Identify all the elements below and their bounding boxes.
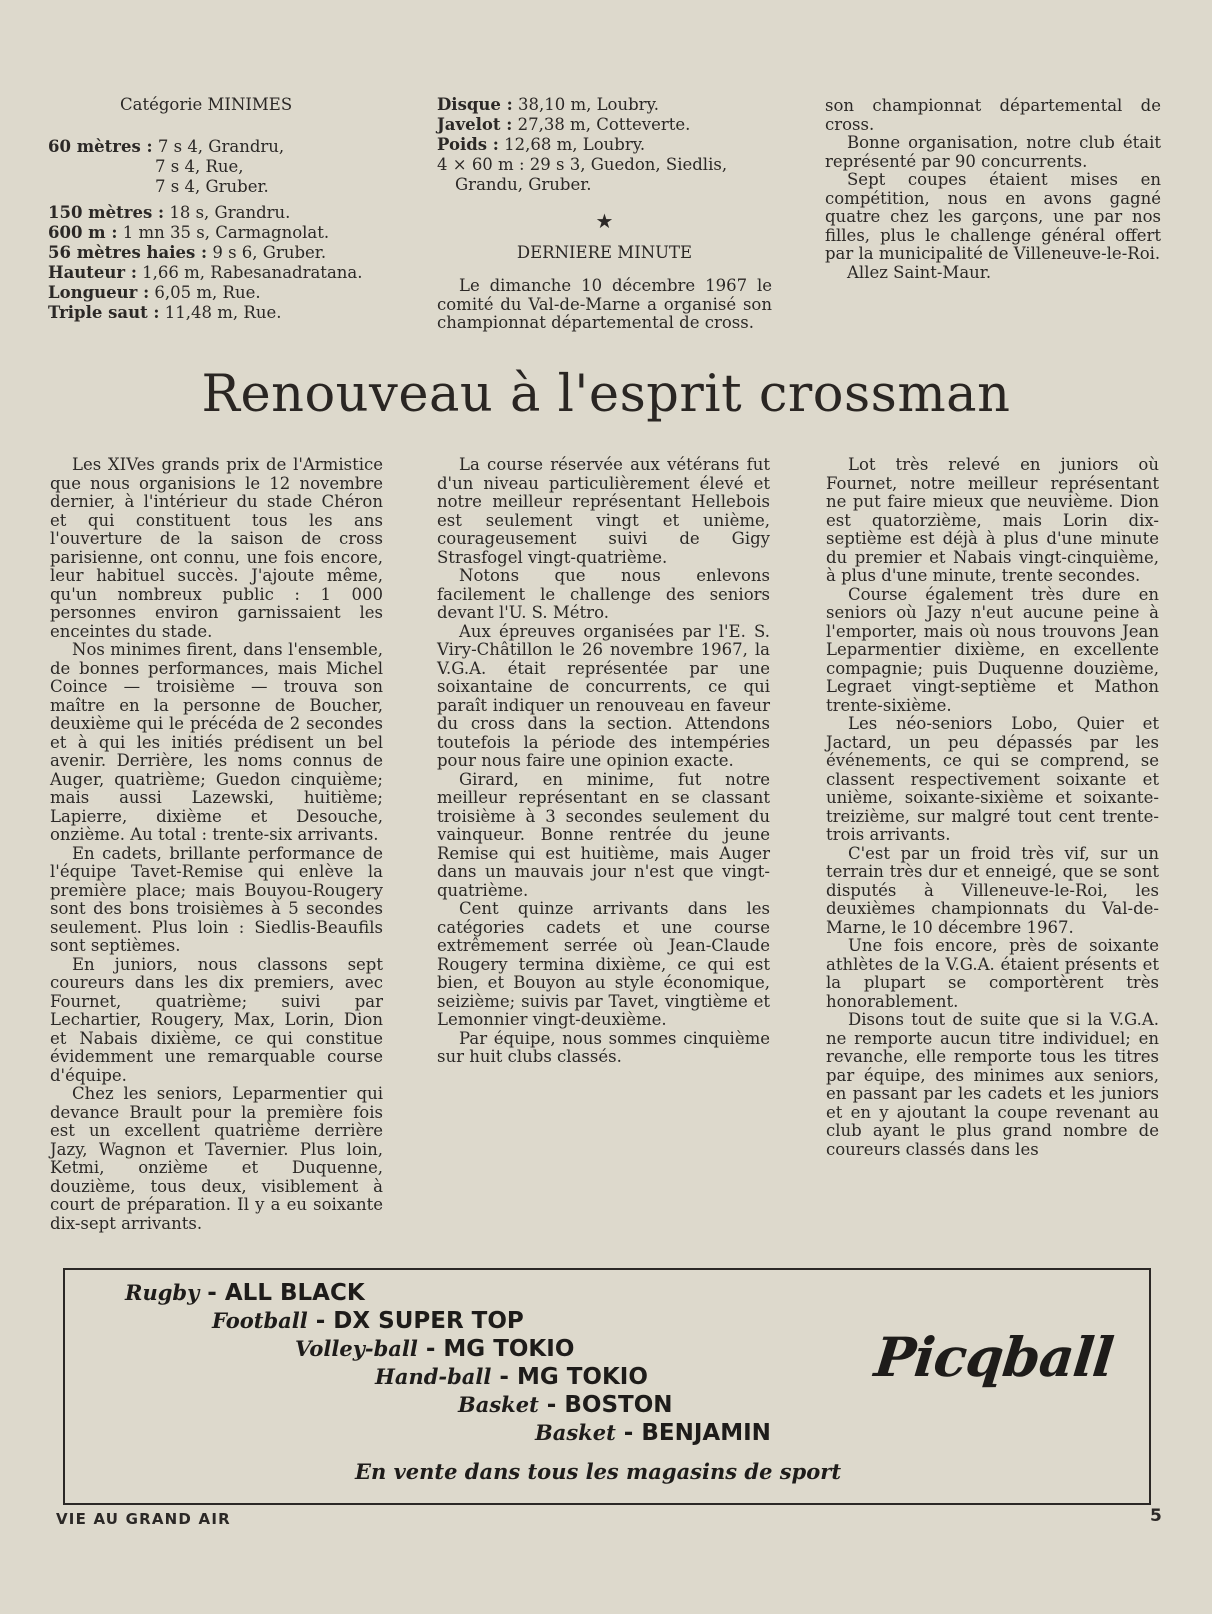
brand-logo: Picqball	[871, 1325, 1116, 1389]
article-column-2	[437, 456, 770, 1236]
ad-row: Basket - BOSTON	[458, 1392, 673, 1418]
results-heading: Catégorie MINIMES	[120, 95, 293, 114]
star-ornament: ★	[595, 209, 614, 233]
paragraph: Les néo-seniors Lobo, Quier et Jactard, un peu dépassés par les événements, ce qui se comprend, se classent respectivement soixante et unième, soixante-sixième et soixante-treizième, sur malgré tout cent trente-trois arrivants.	[826, 714, 1159, 844]
result-line: Longueur : 6,05 m, Rue.	[48, 283, 261, 302]
result-line: 4 × 60 m : 29 s 3, Guedon, Siedlis,	[437, 155, 728, 174]
result-line: 7 s 4, Rue,	[155, 157, 244, 176]
result-line: Hauteur : 1,66 m, Rabesanadratana.	[48, 263, 363, 282]
result-line: Poids : 12,68 m, Loubry.	[437, 135, 646, 154]
paragraph: Nos minimes firent, dans l'ensemble, de bonnes performances, mais Michel Coince — troisième — trouva son maître en la personne de Boucher, deuxième qui le précéda de 2 secondes et à qui les initiés prédisent un bel avenir. Derrière, les noms connus de Auger, quatrième; Guedon cinquième; mais aussi Lazewski, huitième; Lapierre, dixième et Desouche, onzième. Au total : trente-six arrivants.	[50, 640, 383, 844]
results-column	[48, 95, 388, 323]
paragraph: son championnat départemental de cross.	[825, 96, 1161, 134]
result-line: 600 m : 1 mn 35 s, Carmagnolat.	[48, 223, 330, 242]
paragraph: Les XIVes grands prix de l'Armistice que nous organisions le 12 novembre dernier, à l'intérieur du stade Chéron et qui constituent tous les ans l'ouverture de la saison de cross parisienne, ont connu, une fois encore, leur habituel succès. J'ajoute même, qu'un nombreux public : 1 000 personnes environ garnissaient les enceintes du stade.	[50, 455, 383, 641]
publication-name: VIE AU GRAND AIR	[56, 1510, 231, 1528]
paragraph: C'est par un froid très vif, sur un terrain très dur et enneigé, que se sont disputés à Villeneuve-le-Roi, les deuxièmes championnats du Val-de-Marne, le 10 décembre 1967.	[826, 843, 1159, 937]
ad-row: Basket - BENJAMIN	[535, 1420, 771, 1446]
paragraph: Allez Saint-Maur.	[847, 262, 992, 282]
page-number: 5	[1150, 1506, 1162, 1526]
ad-row: Rugby - ALL BLACK	[125, 1280, 365, 1306]
result-line: 56 mètres haies : 9 s 6, Gruber.	[48, 243, 327, 262]
paragraph: Par équipe, nous sommes cinquième sur huit clubs classés.	[437, 1028, 770, 1066]
results-column-2	[437, 95, 772, 332]
paragraph: Sept coupes étaient mises en compétition, nous en avons gagné quatre chez les garçons, une par nos filles, plus le challenge général offert par la municipalité de Villeneuve-le-Roi.	[825, 170, 1161, 263]
paragraph: Girard, en minime, fut notre meilleur représentant en se classant troisième à 3 secondes seulement du vainqueur. Bonne rentrée du jeune Remise qui est huitième, mais Auger dans un mauvais jour n'est que vingt-quatrième.	[437, 769, 770, 900]
paragraph: La course réservée aux vétérans fut d'un niveau particulièrement élevé et notre meilleur représentant Hellebois est seulement vingt et unième, courageusement suivi de Gigy Strasfogel vingt-quatrième.	[437, 455, 770, 567]
result-line: Javelot : 27,38 m, Cotteverte.	[437, 115, 691, 134]
paragraph: Lot très relevé en juniors où Fournet, notre meilleur représentant ne put faire mieux que neuvième. Dion est quatorzième, mais Lorin dix-septième est déjà à plus d'une minute du premier et Nabais vingt-cinquième, à plus d'une minute, trente secondes.	[826, 455, 1159, 585]
derniere-minute-column	[825, 97, 1161, 282]
paragraph: Notons que nous enlevons facilement le challenge des seniors devant l'U. S. Métro.	[437, 566, 770, 622]
result-line: 7 s 4, Gruber.	[155, 177, 269, 196]
paragraph: Bonne organisation, notre club était représenté par 90 concurrents.	[825, 133, 1161, 171]
paragraph: Disons tout de suite que si la V.G.A. ne remporte aucun titre individuel; en revanche, elle remporte tous les titres par équipe, des minimes aux seniors, en passant par les cadets et les juniors et en y ajoutant la coupe revenant au club ayant le plus grand nombre de coureurs classés dans les	[826, 1010, 1159, 1159]
article-column-1	[50, 456, 383, 1236]
paragraph: Aux épreuves organisées par l'E. S. Viry-Châtillon le 26 novembre 1967, la V.G.A. était représentée par une soixantaine de concurrents, ce qui paraît indiquer un renouveau en faveur du cross dans la section. Attendons toutefois la période des intempéries pour nous faire une opinion exacte.	[437, 621, 770, 770]
paragraph: En juniors, nous classons sept coureurs dans les dix premiers, avec Fournet, quatrième; suivi par Lechartier, Rougery, Max, Lorin, Dion et Nabais dixième, ce qui constitue évidemment une remarquable course d'équipe.	[50, 954, 383, 1085]
result-line: 60 mètres : 7 s 4, Grandru,	[48, 137, 285, 156]
ad-row: Football - DX SUPER TOP	[212, 1308, 524, 1334]
paragraph: Le dimanche 10 décembre 1967 le comité du Val-de-Marne a organisé son championnat départemental de cross.	[437, 276, 772, 332]
result-line: Grandu, Gruber.	[455, 175, 592, 194]
derniere-minute-heading: DERNIERE MINUTE	[516, 243, 693, 262]
ad-row: Hand-ball - MG TOKIO	[375, 1364, 648, 1390]
ad-row: Volley-ball - MG TOKIO	[295, 1336, 575, 1362]
result-line: Triple saut : 11,48 m, Rue.	[48, 303, 282, 322]
article-title: Renouveau à l'esprit crossman	[201, 365, 1011, 424]
paragraph: Chez les seniors, Leparmentier qui devance Brault pour la première fois est un excellent quatrième derrière Jazy, Wagnon et Tavernier. Plus loin, Ketmi, onzième et Duquenne, douzième, tous deux, visiblement à court de préparation. Il y a eu soixante dix-sept arrivants.	[50, 1084, 383, 1233]
paragraph: Une fois encore, près de soixante athlètes de la V.G.A. étaient présents et la plupart se comportèrent très honorablement.	[826, 936, 1159, 1011]
result-line: 150 mètres : 18 s, Grandru.	[48, 203, 291, 222]
result-line: Disque : 38,10 m, Loubry.	[437, 95, 659, 114]
paragraph: En cadets, brillante performance de l'équipe Tavet-Remise qui enlève la première place; mais Bouyou-Rougery sont des bons troisièmes à 5 secondes seulement. Plus loin : Siedlis-Beaufils sont septièmes.	[50, 843, 383, 955]
article-column-3	[826, 456, 1159, 1236]
advertisement	[63, 1268, 1151, 1505]
ad-slogan: En vente dans tous les magasins de sport	[355, 1459, 842, 1484]
paragraph: Cent quinze arrivants dans les catégories cadets et une course extrêmement serrée où Jean-Claude Rougery termina dixième, ce qui est bien, et Bouyon au style économique, seizième; suivis par Tavet, vingtième et Lemonnier vingt-deuxième.	[437, 899, 770, 1029]
paragraph: Course également très dure en seniors où Jazy n'eut aucune peine à l'emporter, mais où nous trouvons Jean Leparmentier dixième, en excellente compagnie; puis Duquenne douzième, Legraet vingt-septième et Mathon trente-sixième.	[826, 584, 1159, 715]
